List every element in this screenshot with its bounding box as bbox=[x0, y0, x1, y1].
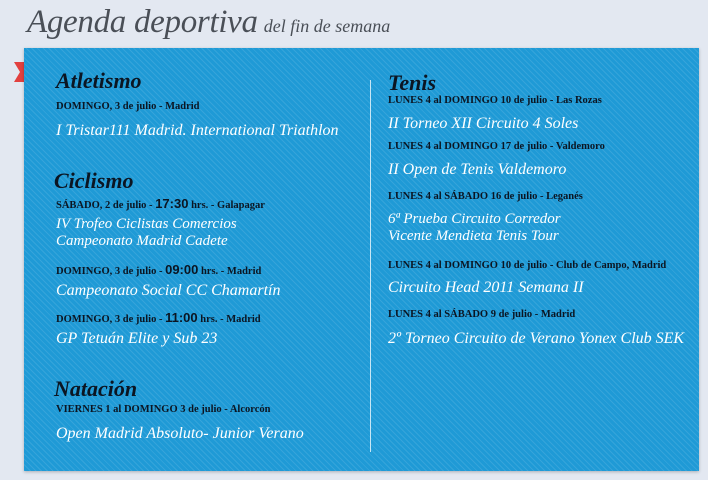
event-date: VIERNES 1 al DOMINGO 3 de julio - Alcorcón bbox=[56, 404, 271, 415]
event-date: SÁBADO, 2 de julio - 17:30 hrs. - Galapagar bbox=[56, 196, 265, 211]
event-date: DOMINGO, 3 de julio - Madrid bbox=[56, 101, 200, 112]
event-name: II Torneo XII Circuito 4 Soles bbox=[388, 115, 579, 132]
page-heading bbox=[27, 4, 390, 41]
event-name: Campeonato Social CC Chamartín bbox=[56, 282, 281, 299]
event-name: 2º Torneo Circuito de Verano Yonex Club SEK bbox=[388, 330, 685, 347]
event-time: 17:30 bbox=[155, 196, 189, 211]
event-date: LUNES 4 al SÁBADO 9 de julio - Madrid bbox=[388, 309, 576, 320]
event-name: Open Madrid Absoluto- Junior Verano bbox=[56, 425, 304, 442]
event-date: LUNES 4 al DOMINGO 10 de julio - Club de Campo, Madrid bbox=[388, 260, 667, 271]
page-title: Agenda deportiva bbox=[27, 4, 258, 40]
event-name: GP Tetuán Elite y Sub 23 bbox=[56, 330, 218, 347]
event-name: I Tristar111 Madrid. International Triathlon bbox=[56, 122, 339, 139]
event-date: LUNES 4 al DOMINGO 17 de julio - Valdemoro bbox=[388, 141, 605, 152]
section-title-natacion: Natación bbox=[54, 376, 138, 401]
event-date: DOMINGO, 3 de julio - 09:00 hrs. - Madrid bbox=[56, 262, 262, 277]
event-name: Circuito Head 2011 Semana II bbox=[388, 279, 584, 296]
event-time: 09:00 bbox=[165, 262, 199, 277]
event-name: 6ª Prueba Circuito Corredor Vicente Mendieta Tenis Tour bbox=[388, 211, 561, 244]
event-date: LUNES 4 al SÁBADO 16 de julio - Leganés bbox=[388, 191, 583, 202]
event-date: LUNES 4 al DOMINGO 10 de julio - Las Rozas bbox=[388, 95, 602, 106]
column-divider bbox=[370, 80, 371, 452]
page-subtitle: del fin de semana bbox=[263, 16, 391, 36]
event-time: 11:00 bbox=[165, 310, 198, 325]
event-name: II Open de Tenis Valdemoro bbox=[388, 161, 567, 178]
section-title-tenis: Tenis bbox=[388, 70, 437, 95]
event-name: IV Trofeo Ciclistas Comercios Campeonato Madrid Cadete bbox=[56, 216, 237, 249]
section-title-atletismo: Atletismo bbox=[56, 68, 142, 93]
event-date: DOMINGO, 3 de julio - 11:00 hrs. - Madrid bbox=[56, 310, 261, 325]
section-title-ciclismo: Ciclismo bbox=[54, 168, 134, 193]
